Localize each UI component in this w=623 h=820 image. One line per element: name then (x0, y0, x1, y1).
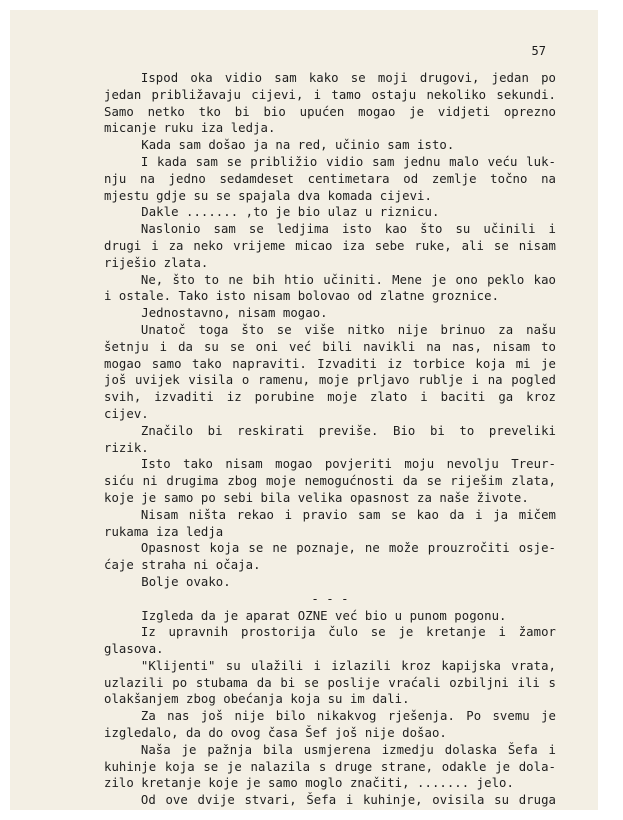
text-line: zilo kretanje koje je samo moglo značiti, ....... jelo. (104, 776, 514, 791)
text-line: olakšanjem zbog obećanja koja su im dali. (104, 692, 410, 707)
text-line: uzlazili po stubama da bi se poslije vraćali ozbiljni ili s (104, 675, 556, 690)
text-line: Jednostavno, nisam mogao. (104, 306, 328, 321)
text-line: i ostale. Tako isto nisam bolovao od zlatne groznice. (104, 289, 500, 304)
text-line: mogao samo tako napraviti. Izvaditi iz torbice koja mi je (104, 356, 556, 371)
text-line: šetnju i da su se oni već bili navikli na nas, nisam to (104, 339, 556, 354)
text-line: izgledalo, da do ovog časa Šef još nije došao. (104, 726, 447, 741)
text-line: Kada sam došao ja na red, učinio sam isto. (104, 138, 455, 153)
section-separator: - - - (311, 591, 349, 606)
text-line: I kada sam se približio vidio sam jednu malo veću luk- (140, 154, 556, 169)
text-line: Značilo bi reskirati previše. Bio bi to preveliki (140, 423, 556, 438)
text-line: Od ove dvije stvari, Šefa i kuhinje, ovisila su druga (140, 793, 556, 808)
text-line: riješio zlata. (104, 255, 209, 270)
text-line: micanje ruku iza ledja. (104, 121, 276, 136)
text-line: siću ni drugima zbog moje nemogućnosti da se riješim zlata, (104, 474, 556, 489)
text-line: Dakle ....... ,to je bio ulaz u riznicu. (104, 205, 440, 220)
text-line: Bolje ovako. (104, 574, 231, 589)
text-line: Naša je pažnja bila usmjerena izmedju dolaska Šefa i (140, 742, 556, 757)
text-line: Opasnost koja se ne poznaje, ne može prouzročiti osje- (140, 541, 556, 556)
book-page (10, 10, 598, 810)
text-line: rizik. (104, 440, 149, 455)
text-line: mjestu gdje su se spajala dva komada cijevi. (104, 188, 432, 203)
text-line: drugi i za neko vrijeme micao iza sebe ruke, ali se nisam (104, 238, 556, 253)
text-line: rukama iza ledja (104, 524, 224, 539)
text-line: Izgleda da je aparat OZNE već bio u punom pogonu. (104, 608, 507, 623)
text-line: Ne, što to ne bih htio učiniti. Mene je ono peklo kao (140, 272, 556, 287)
text-line: Ispod oka vidio sam kako se moji drugovi, jedan po (140, 71, 556, 85)
text-line: Samo netko tko bi bio upućen mogao je vidjeti oprezno (104, 104, 556, 119)
text-line: Za nas još nije bilo nikakvog rješenja. Po svemu je (140, 709, 556, 724)
text-line: nju na jedno sedamdeset centimetara od zemlje točno na (104, 171, 556, 186)
body-text (104, 70, 556, 809)
text-line: ćaje straha ni očaja. (104, 558, 261, 573)
text-line: glasova. (104, 642, 164, 657)
text-line: Unatoč toga što se više nitko nije brinuo za našu (140, 322, 556, 337)
text-line: "Klijenti" su ulažili i izlazili kroz kapijska vrata, (140, 658, 556, 673)
page-number: 57 (531, 44, 546, 58)
text-line: Nisam ništa rekao i pravio sam se kao da i ja mičem (140, 507, 556, 522)
text-line: još uvijek visila o ramenu, moje prljavo rublje i na pogled (104, 373, 556, 388)
text-line: Isto tako nisam mogao povjeriti moju nevolju Treur- (140, 457, 556, 472)
text-line: cijev. (104, 406, 149, 421)
text-line: svih, izvaditi iz porubine moje zlato i baciti ga kroz (104, 390, 556, 405)
text-line: koje je samo po sebi bila velika opasnost za naše živote. (104, 490, 529, 505)
text-line: kuhinje koja se je nalazila s druge strane, odakle je dola- (104, 759, 556, 774)
text-line: Iz upravnih prostorija čulo se je kretanje i žamor (140, 625, 556, 640)
text-line: jedan približavaju cijevi, i tamo ostaju nekoliko sekundi. (104, 87, 556, 102)
text-line: Naslonio sam se ledjima isto kao što su učinili i (140, 222, 556, 237)
